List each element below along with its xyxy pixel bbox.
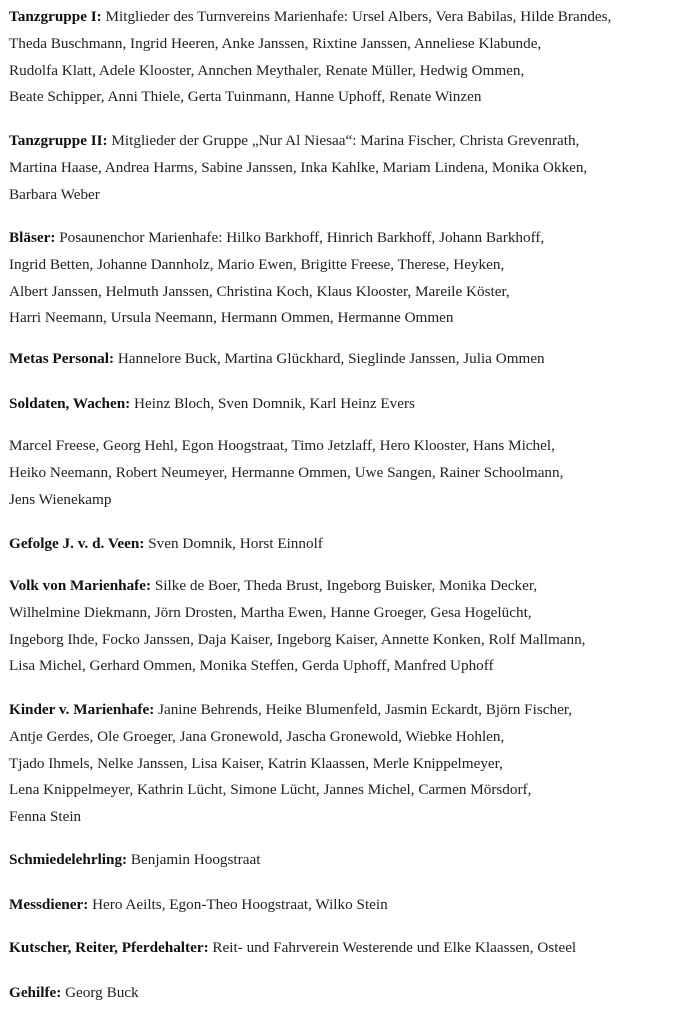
entry-line: Fenna Stein [9,808,82,826]
entry-heading: Schmiedelehrling: [9,851,128,868]
entry-text: Hero Aeilts, Egon-Theo Hoogstraat, Wilko Stein [88,896,388,913]
entry-line: Lena Knippelmeyer, Kathrin Lücht, Simone Lücht, Jannes Michel, Carmen Mörsdorf, [9,781,532,799]
credit-entry-gehilfe [9,980,695,1007]
entry-line: Martina Haase, Andrea Harms, Sabine Janssen, Inka Kahlke, Mariam Lindena, Monika Okken, [9,158,588,176]
entry-heading: Bläser: [9,229,56,246]
entry-line: Ingeborg Ihde, Focko Janssen, Daja Kaiser, Ingeborg Kaiser, Annette Konken, Rolf Mallmann, [9,630,586,648]
entry-line: Harri Neemann, Ursula Neemann, Hermann Ommen, Hermanne Ommen [9,309,454,327]
credit-entry-messdiener [9,892,695,919]
entry-line [9,573,695,600]
entry-text: Sven Domnik, Horst Einnolf [144,535,323,552]
entry-line: Marcel Freese, Georg Hehl, Egon Hoogstraat, Timo Jetzlaff, Hero Klooster, Hans Michel, [9,437,555,454]
credit-entry-tanzgruppe-2 [9,128,695,208]
entry-line: Theda Buschmann, Ingrid Heeren, Anke Janssen, Rixtine Janssen, Anneliese Klabunde, [9,34,542,52]
entry-line: Tjado Ihmels, Nelke Janssen, Lisa Kaiser, Katrin Klaassen, Merle Knippelmeyer, [9,754,503,772]
entry-line: Albert Janssen, Helmuth Janssen, Christina Koch, Klaus Klooster, Mareile Köster, [9,282,510,300]
entry-heading: Kinder v. Marienhafe: [9,701,155,718]
entry-heading: Volk von Marienhafe: [9,577,152,594]
entry-line: Rudolfa Klatt, Adele Klooster, Annchen Meythaler, Renate Müller, Hedwig Ommen, [9,61,525,79]
entry-line [9,892,695,919]
entry-heading: Kutscher, Reiter, Pferdehalter: [9,939,209,956]
entry-heading: Tanzgruppe II: [9,132,108,149]
entry-line [9,346,695,373]
entry-line [9,391,695,418]
entry-line [9,697,695,724]
entry-line [9,128,695,155]
entry-heading: Soldaten, Wachen: [9,395,131,412]
entry-line [9,531,695,558]
credit-entry-kinder [9,697,695,831]
entry-line [9,935,695,962]
entry-text: Mitglieder der Gruppe „Nur Al Niesaa“: Marina Fischer, Christa Grevenrath, [107,132,580,149]
credit-entry-blaeser [9,225,695,332]
credit-entry-volk [9,573,695,680]
credit-entry-continuation [9,433,695,513]
entry-line: Ingrid Betten, Johanne Dannholz, Mario Ewen, Brigitte Freese, Therese, Heyken, [9,255,505,273]
entry-text: Benjamin Hoogstraat [127,851,261,868]
entry-text: Mitglieder des Turnvereins Marienhafe: Ursel Albers, Vera Babilas, Hilde Brandes, [101,8,612,25]
entry-line: Lisa Michel, Gerhard Ommen, Monika Steffen, Gerda Uphoff, Manfred Uphoff [9,657,494,675]
entry-heading: Metas Personal: [9,350,115,367]
entry-line: Heiko Neemann, Robert Neumeyer, Hermanne Ommen, Uwe Sangen, Rainer Schoolmann, [9,463,564,481]
entry-line [9,225,695,252]
credit-entry-metas-personal [9,346,695,373]
entry-text: Heinz Bloch, Sven Domnik, Karl Heinz Evers [130,395,415,412]
credit-entry-tanzgruppe-1 [9,4,695,111]
credit-entry-soldaten-wachen [9,391,695,418]
entry-line: Beate Schipper, Anni Thiele, Gerta Tuinmann, Hanne Uphoff, Renate Winzen [9,88,482,106]
entry-line: Barbara Weber [9,185,100,203]
entry-line [9,980,695,1007]
entry-line: Wilhelmine Diekmann, Jörn Drosten, Martha Ewen, Hanne Groeger, Gesa Hogelücht, [9,603,532,621]
entry-text: Posaunenchor Marienhafe: Hilko Barkhoff, Hinrich Barkhoff, Johann Barkhoff, [55,229,545,246]
credit-entry-schmiedelehrling [9,847,695,874]
entry-text: Georg Buck [61,984,139,1001]
entry-text: Hannelore Buck, Martina Glückhard, Sieglinde Janssen, Julia Ommen [114,350,545,367]
entry-text: Janine Behrends, Heike Blumenfeld, Jasmin Eckardt, Björn Fischer, [154,701,573,718]
entry-line [9,847,695,874]
entry-heading: Gefolge J. v. d. Veen: [9,535,145,552]
entry-text: Reit- und Fahrverein Westerende und Elke Klaassen, Osteel [208,939,577,956]
entry-heading: Messdiener: [9,896,89,913]
entry-heading: Gehilfe: [9,984,62,1001]
entry-text: Silke de Boer, Theda Brust, Ingeborg Buisker, Monika Decker, [151,577,538,594]
credit-entry-gefolge [9,531,695,558]
entry-line: Antje Gerdes, Ole Groeger, Jana Gronewold, Jascha Gronewold, Wiebke Hohlen, [9,727,505,745]
entry-heading: Tanzgruppe I: [9,8,102,25]
credit-entry-kutscher [9,935,695,962]
entry-line [9,4,695,31]
entry-line: Jens Wienekamp [9,490,112,508]
